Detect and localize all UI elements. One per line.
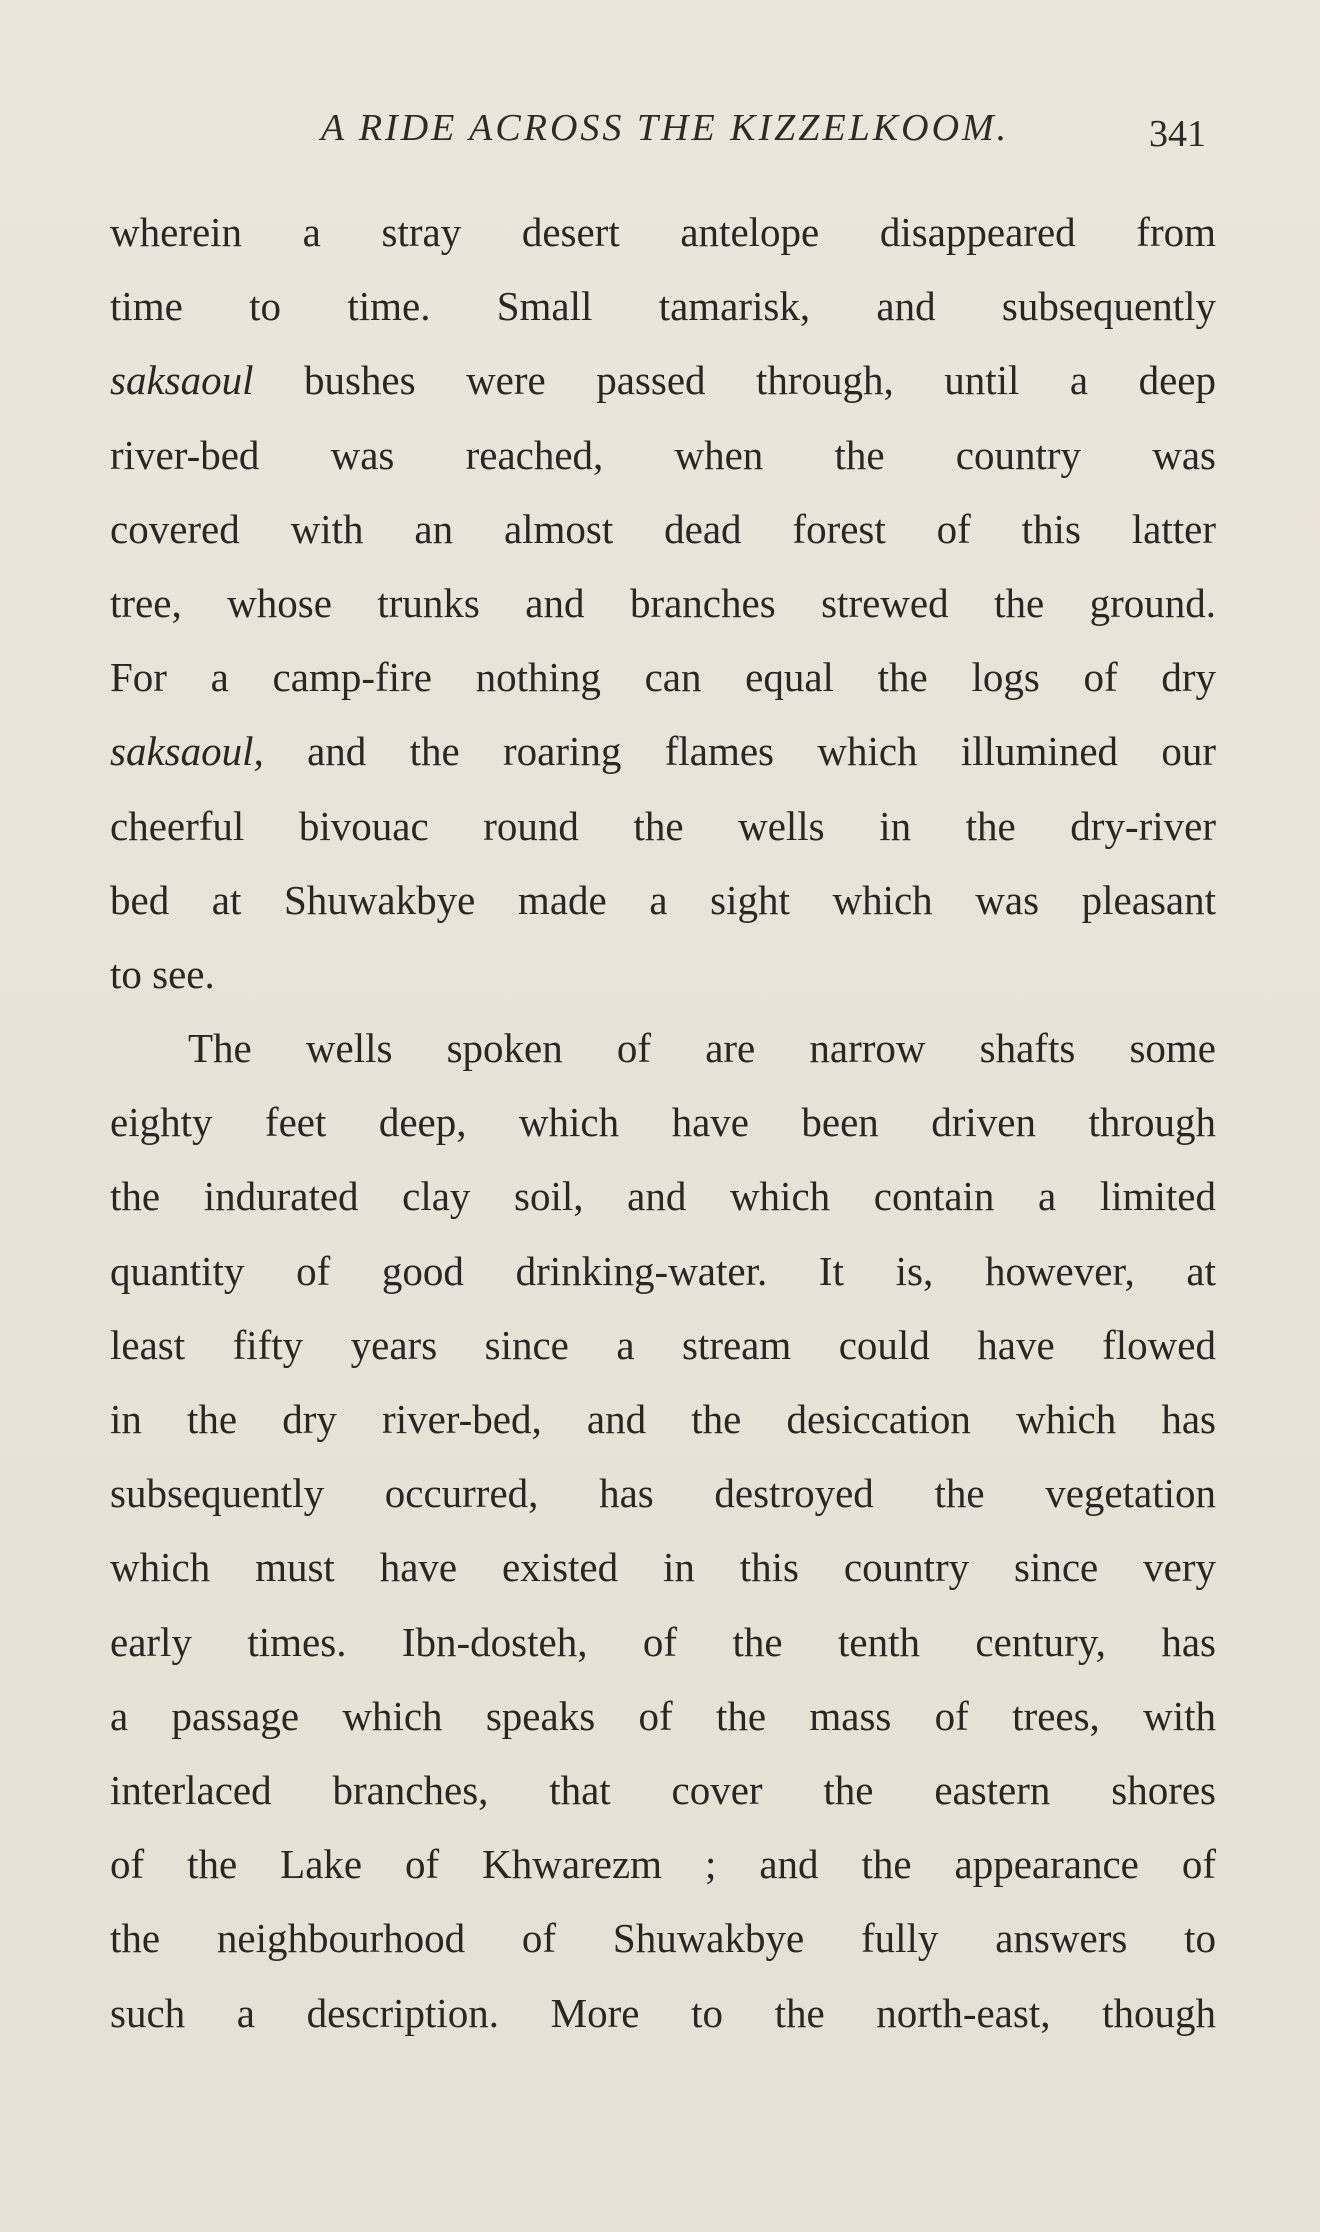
text-line: interlaced branches, that cover the eastern shores: [110, 1766, 1216, 1813]
body-text: [110, 195, 1216, 2050]
italic-term: saksaoul: [110, 357, 254, 404]
text-line: the indurated clay soil, and which contain a limited: [110, 1173, 1216, 1220]
paragraph-2: [110, 1011, 1216, 2050]
text-line: The wells spoken of are narrow shafts some: [188, 1025, 1216, 1072]
text-line: such a description. More to the north-east, though: [110, 1989, 1216, 2036]
text-line: quantity of good drinking-water. It is, however, at: [110, 1247, 1216, 1294]
text-line: river-bed was reached, when the country was: [110, 431, 1216, 478]
text-line: wherein a stray desert antelope disappeared from: [110, 209, 1216, 255]
text-line: a passage which speaks of the mass of trees, with: [110, 1692, 1216, 1739]
text-line: which must have existed in this country since very: [110, 1544, 1216, 1591]
text-line: of the Lake of Khwarezm ; and the appearance of: [110, 1841, 1216, 1888]
italic-term: saksaoul,: [110, 728, 264, 775]
text-line: in the dry river-bed, and the desiccation which has: [110, 1396, 1216, 1442]
text-line: saksaoul, and the roaring flames which illumined our: [110, 728, 1216, 775]
text-line: eighty feet deep, which have been driven through: [110, 1099, 1216, 1146]
text-line: tree, whose trunks and branches strewed the ground.: [110, 579, 1216, 626]
running-head: [110, 100, 1220, 160]
text-line: saksaoul bushes were passed through, until a deep: [110, 357, 1216, 404]
running-title: A RIDE ACROSS THE KIZZELKOOM.: [320, 107, 1010, 149]
text-line: least fifty years since a stream could have flowed: [110, 1321, 1216, 1368]
text-line: covered with an almost dead forest of this latter: [110, 505, 1216, 552]
text-line: to see.: [110, 950, 215, 997]
text-line: time to time. Small tamarisk, and subsequently: [110, 283, 1216, 330]
text-line: the neighbourhood of Shuwakbye fully answers to: [110, 1915, 1216, 1962]
text-line: subsequently occurred, has destroyed the vegetation: [110, 1470, 1216, 1517]
text-line: bed at Shuwakbye made a sight which was pleasant: [110, 876, 1216, 923]
text-line: early times. Ibn-dosteh, of the tenth century, has: [110, 1618, 1216, 1665]
text-line: For a camp-fire nothing can equal the logs of dry: [110, 654, 1216, 701]
page-number: 341: [1149, 113, 1206, 155]
text-line: cheerful bivouac round the wells in the dry-river: [110, 802, 1216, 849]
paragraph-1: [110, 195, 1216, 1011]
